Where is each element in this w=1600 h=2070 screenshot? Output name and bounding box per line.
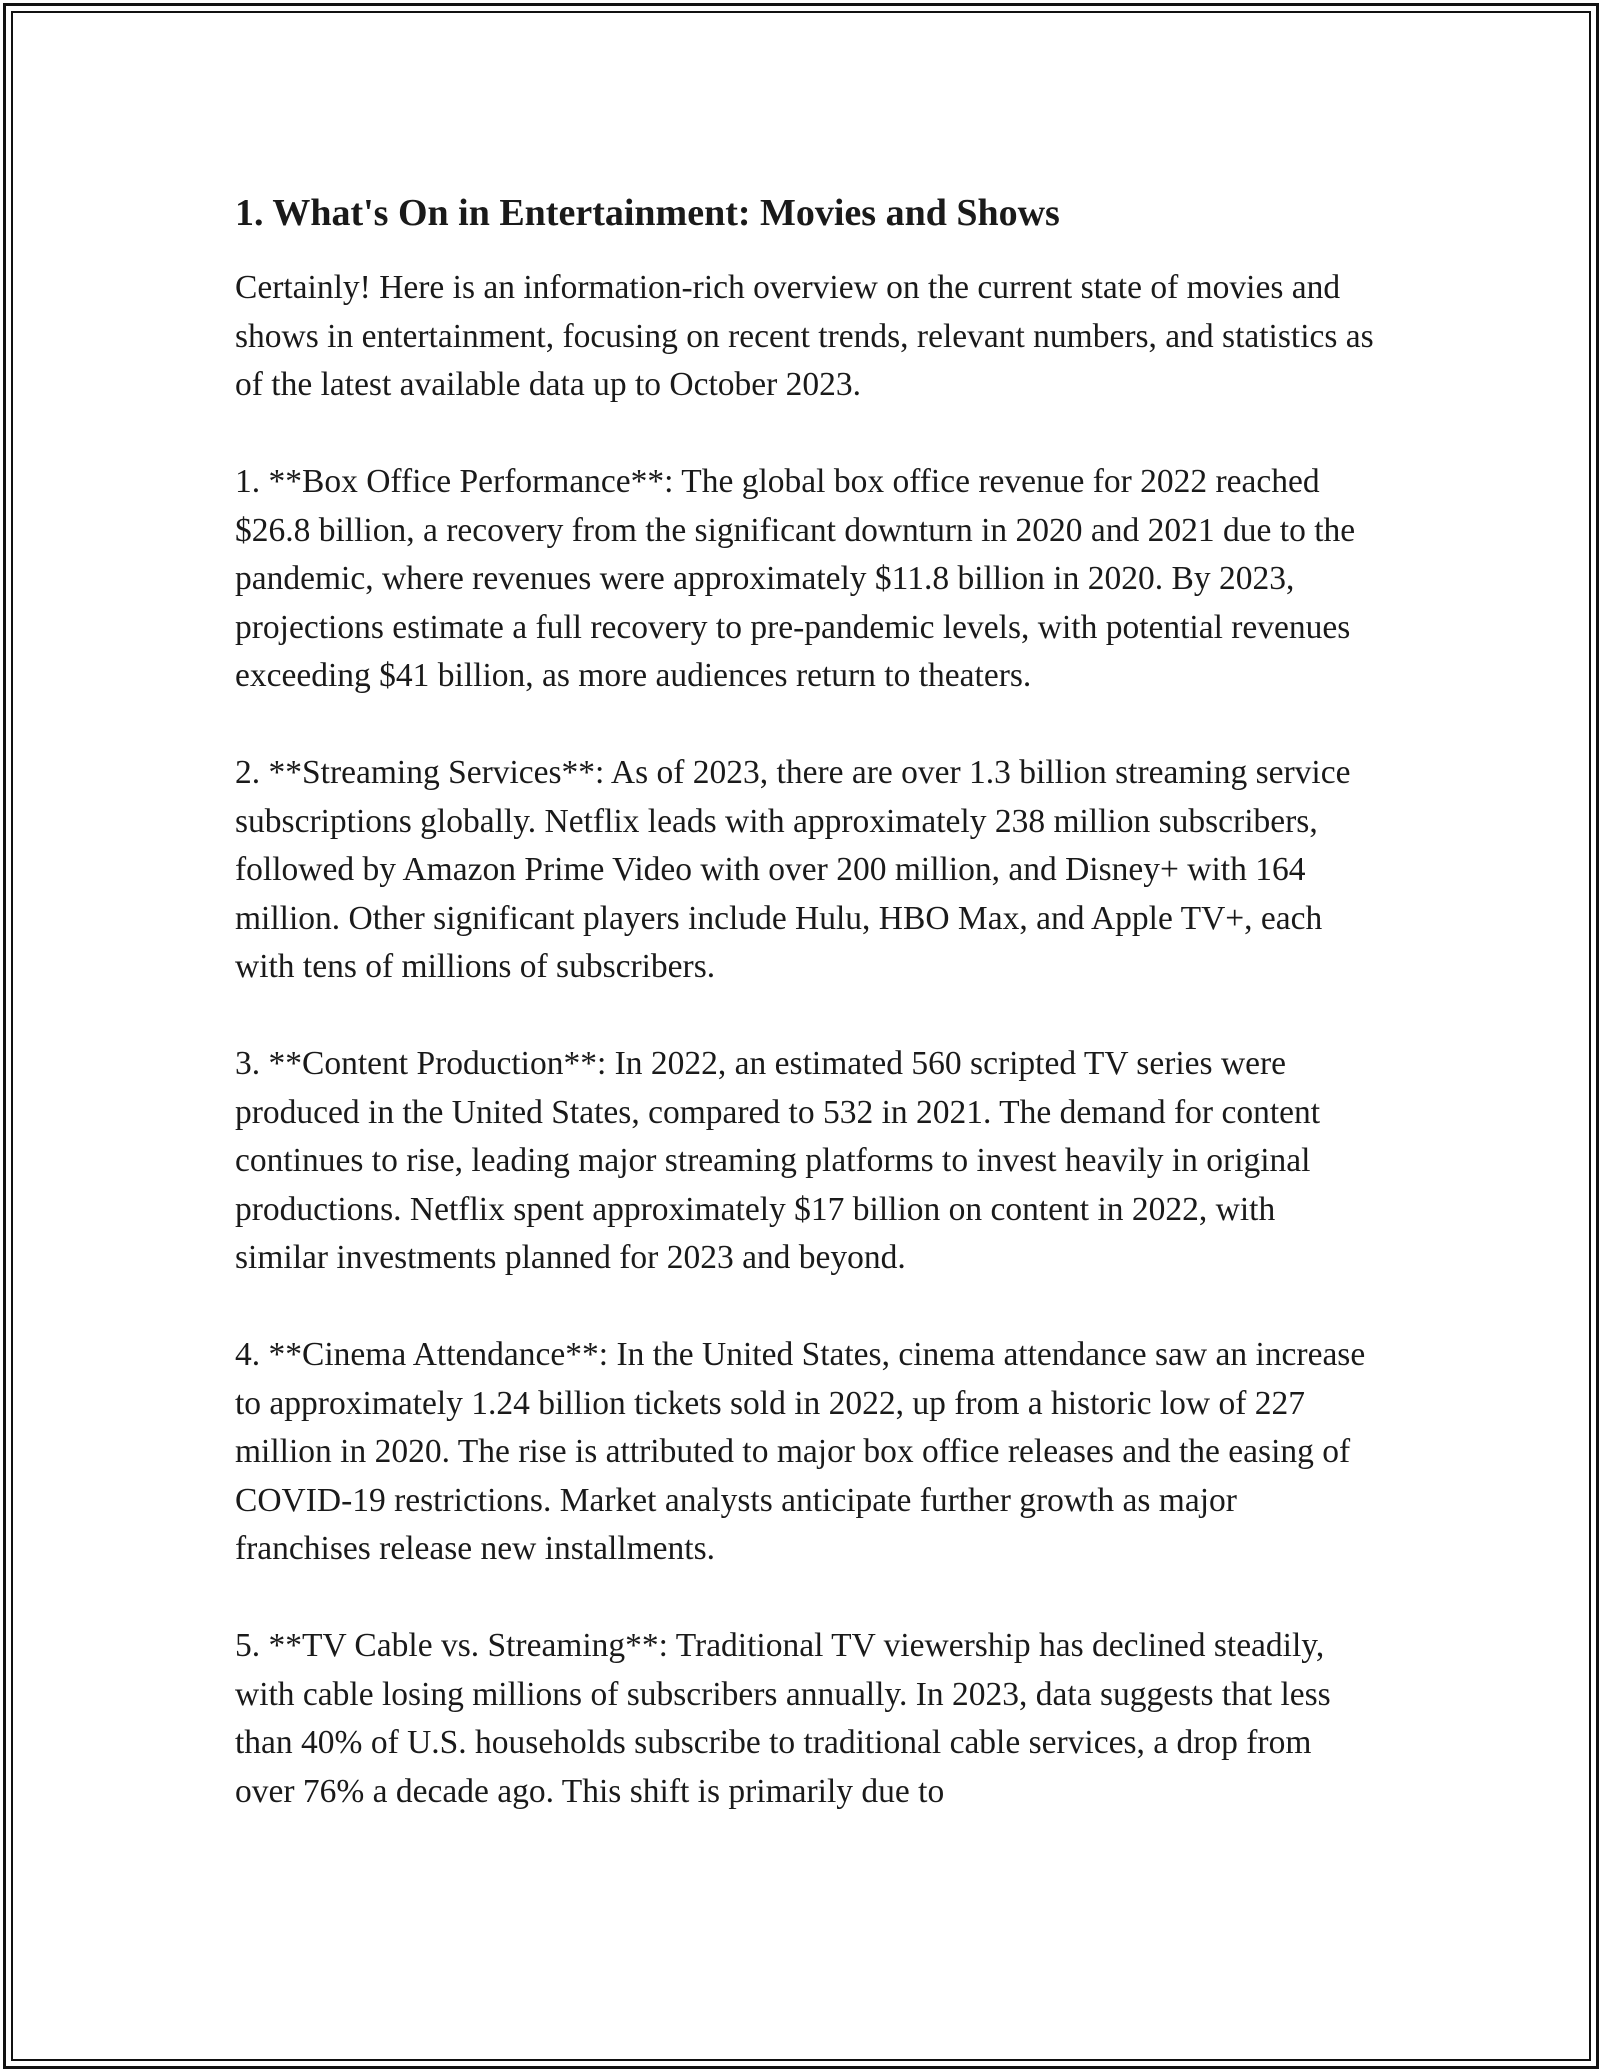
streaming-services-paragraph: 2. **Streaming Services**: As of 2023, there are over 1.3 billion streaming service subscriptions globally. Netflix leads with approximately 238 million subscribers, followed by Amazon Prime Video with over 200 million, and Disney+ with 164 million. Other significant players include Hulu, HBO Max, and Apple TV+, each with tens of millions of subscribers. [235, 754, 1351, 985]
content-production-paragraph: 3. **Content Production**: In 2022, an estimated 560 scripted TV series were produced in the United States, compared to 532 in 2021. The demand for content continues to rise, leading major streaming platforms to invest heavily in original productions. Netflix spent approximately $17 billion on content in 2022, with similar investments planned for 2023 and beyond. [235, 1045, 1321, 1276]
intro-paragraph: Certainly! Here is an information-rich overview on the current state of movies and shows in entertainment, focusing on recent trends, relevant numbers, and statistics as of the latest available data up to October 2023. [235, 269, 1374, 403]
cinema-attendance-paragraph: 4. **Cinema Attendance**: In the United States, cinema attendance saw an increase to approximately 1.24 billion tickets sold in 2022, up from a historic low of 227 million in 2020. The rise is attributed to major box office releases and the easing of COVID-19 restrictions. Market analysts anticipate further growth as major franchises release new installments. [235, 1336, 1366, 1567]
document-body [235, 184, 1375, 1865]
cable-vs-streaming-paragraph: 5. **TV Cable vs. Streaming**: Traditional TV viewership has declined steadily, with cable losing millions of subscribers annually. In 2023, data suggests that less than 40% of U.S. households subscribe to traditional cable services, a drop from over 76% a decade ago. This shift is primarily due to [235, 1627, 1331, 1810]
box-office-paragraph: 1. **Box Office Performance**: The global box office revenue for 2022 reached $26.8 billion, a recovery from the significant downturn in 2020 and 2021 due to the pandemic, where revenues were approximately $11.8 billion in 2020. By 2023, projections estimate a full recovery to pre-pandemic levels, with potential revenues exceeding $41 billion, as more audiences return to theaters. [235, 463, 1356, 694]
document-title: 1. What's On in Entertainment: Movies and Shows [235, 192, 1060, 234]
